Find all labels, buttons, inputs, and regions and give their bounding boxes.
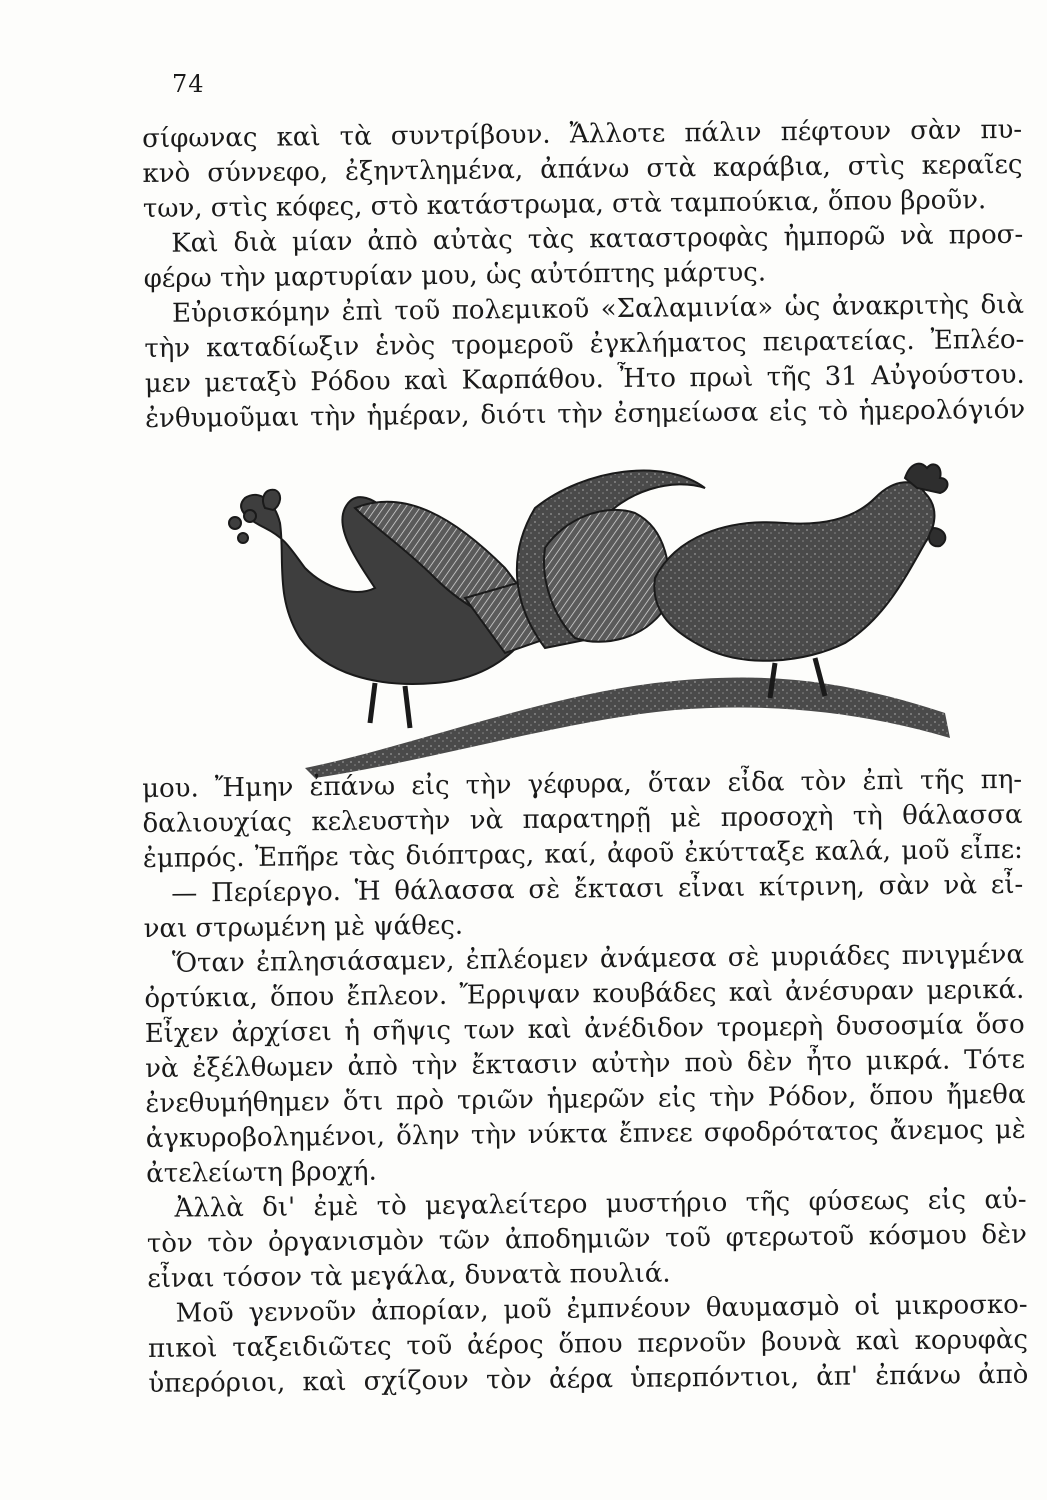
text-line: ἐνεθυμήθημεν ὅτι πρὸ τριῶν ἡμερῶν εἰς τὴν Ρόδον, ὅπου ἤμεθα bbox=[145, 1079, 1026, 1119]
text-line: ὑπερόριοι, καὶ σχίζουν τὸν ἀέρα ὑπερπόντιοι, ἀπ' ἐπάνω ἀπὸ bbox=[148, 1359, 1029, 1399]
text-line: φέρω τὴν μαρτυρίαν μου, ὡς αὐτόπτης μάρτυς. bbox=[143, 257, 767, 294]
peacock-and-rooster-illustration bbox=[205, 448, 965, 778]
text-line: των, στὶς κόφες, στὸ κατάστρωμα, στὰ ταμπούκια, ὅπου βροῦν. bbox=[142, 185, 987, 224]
text-line: κνὸ σύννεφο, ἐξηντλημένα, ἀπάνω στὰ καράβια, στὶς κεραῖες bbox=[142, 149, 1023, 189]
text-line: τὴν καταδίωξιν ἑνὸς τρομεροῦ ἐγκλήματος πειρατείας. Ἐπλέο- bbox=[144, 324, 1025, 364]
peacock-legs-shape bbox=[370, 683, 410, 728]
page-number: 74 bbox=[172, 70, 205, 98]
text-line: ναι στρωμένη μὲ ψάθες. bbox=[143, 910, 464, 944]
text-line: δαλιουχίας κελευστὴν νὰ παρατηρῇ μὲ προσοχὴ τὴ θάλασσα bbox=[142, 799, 1023, 839]
birds-print-graphic bbox=[205, 448, 965, 778]
text-line: τὸν τὸν ὀργανισμὸν τῶν ἀποδημιῶν τοῦ φτερωτοῦ κόσμου δὲν bbox=[146, 1219, 1028, 1259]
text-line: εἶναι τόσον τὰ μεγάλα, δυνατὰ πουλιά. bbox=[147, 1258, 671, 1294]
text-line: πικοὶ ταξειδιῶτες τοῦ ἀέρος ὅπου περνοῦν βουνὰ καὶ κορυφὰς bbox=[147, 1324, 1029, 1364]
branch-shape bbox=[305, 677, 950, 778]
text-line: ἀτελείωτη βροχή. bbox=[146, 1156, 377, 1189]
text-line: Ὅταν ἐπλησιάσαμεν, ἐπλέομεν ἀνάμεσα σὲ μυριάδες πνιγμένα bbox=[171, 939, 1025, 979]
text-line: — Περίεργο. Ἡ θάλασσα σὲ ἔκτασι εἶναι κίτρινη, σὰν νὰ εἶ- bbox=[171, 869, 1024, 909]
text-line: σίφωνας καὶ τὰ συντρίβουν. Ἄλλοτε πάλιν πέφτουν σὰν πυ- bbox=[142, 114, 1023, 154]
text-block-top bbox=[142, 113, 1025, 437]
text-line: ἐμπρός. Ἐπῆρε τὰς διόπτρας, καί, ἀφοῦ ἐκύτταξε καλά, μοῦ εἶπε: bbox=[142, 834, 1024, 874]
text-line: Καὶ διὰ μίαν ἀπὸ αὐτὰς τὰς καταστροφὰς ἠμπορῶ νὰ προσ- bbox=[171, 219, 1024, 259]
text-line: νὰ ἐξέλθωμεν ἀπὸ τὴν ἔκτασιν αὐτὴν ποὺ δὲν ἦτο μικρά. Τότε bbox=[144, 1044, 1026, 1084]
text-line: ἐνθυμοῦμαι τὴν ἡμέραν, διότι τὴν ἐσημείωσα εἰς τὸ ἡμερολόγιόν bbox=[144, 394, 1026, 434]
text-line: ὀρτύκια, ὅπου ἔπλεον. Ἔρριψαν κουβάδες καὶ ἀνέσυραν μερικά. bbox=[144, 974, 1025, 1014]
rooster-tail-feathers-shape bbox=[544, 510, 669, 642]
text-block-bottom bbox=[142, 763, 1029, 1402]
text-line: Εἶχεν ἀρχίσει ἡ σῆψις των καὶ ἀνέδιδον τρομερὴ δυσοσμία ὅσο bbox=[144, 1009, 1025, 1049]
text-line: Εὐρισκόμην ἐπὶ τοῦ πολεμικοῦ «Σαλαμινία» ὡς ἀνακριτὴς διὰ bbox=[171, 289, 1025, 329]
text-line: ἀγκυροβολημένοι, ὅλην τὴν νύκτα ἔπνεε σφοδρότατος ἄνεμος μὲ bbox=[145, 1114, 1026, 1154]
rooster-shape bbox=[654, 482, 934, 660]
text-line: Μοῦ γεννοῦν ἀπορίαν, μοῦ ἐμπνέουν θαυμασμὸ οἱ μικροσκο- bbox=[175, 1289, 1028, 1329]
text-line: Ἀλλὰ δι' ἐμὲ τὸ μεγαλείτερο μυστήριο τῆς φύσεως εἰς αὐ- bbox=[174, 1184, 1027, 1224]
text-line: μου. Ἤμην ἐπάνω εἰς τὴν γέφυρα, ὅταν εἶδα τὸν ἐπὶ τῆς πη- bbox=[142, 764, 1023, 804]
text-line: μεν μεταξὺ Ρόδου καὶ Καρπάθου. Ἦτο πρωὶ τῆς 31 Αὐγούστου. bbox=[144, 359, 1025, 399]
